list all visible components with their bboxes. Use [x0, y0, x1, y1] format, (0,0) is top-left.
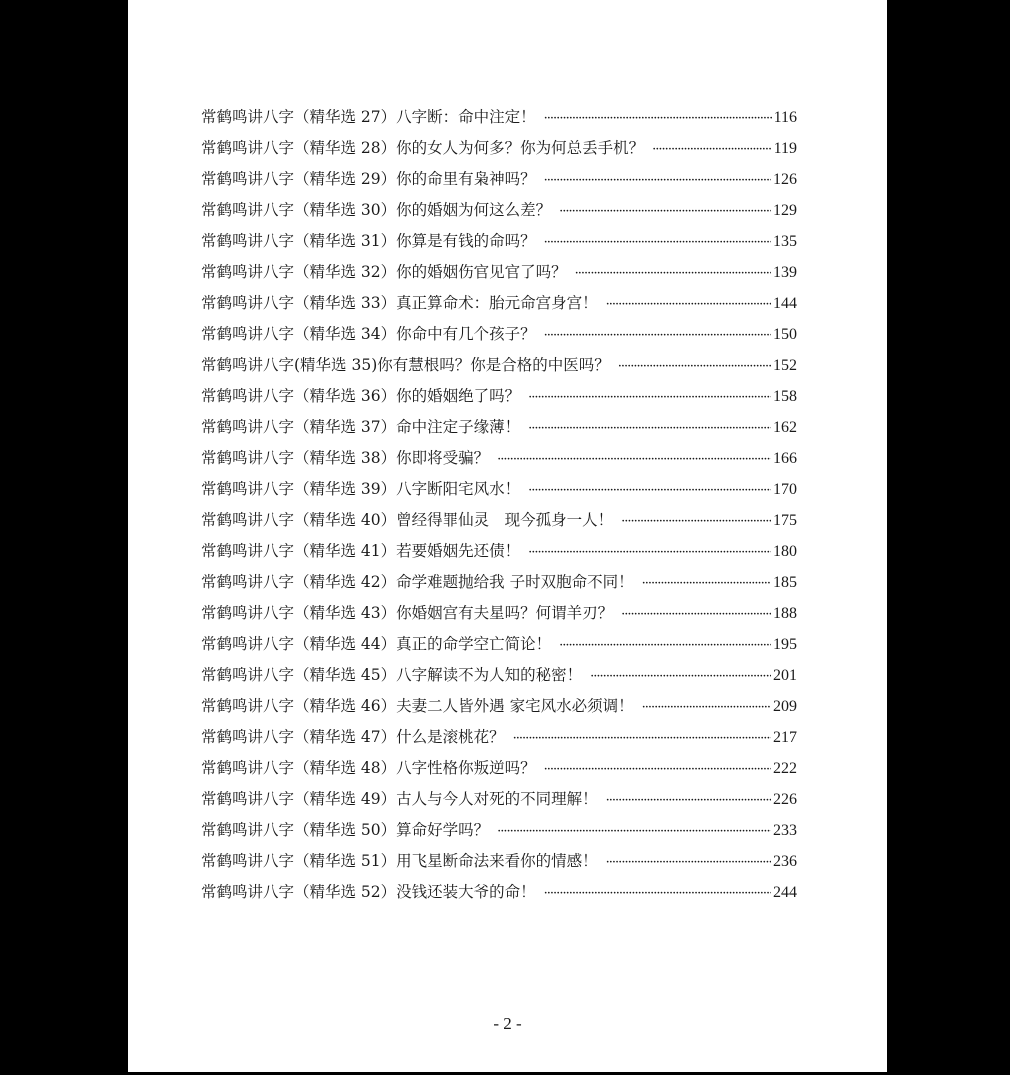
toc-entry-title: 常鹤鸣讲八字（精华选 32）你的婚姻伤官见官了吗？	[201, 263, 567, 281]
toc-entry[interactable]	[201, 569, 797, 600]
toc-entry-title: 常鹤鸣讲八字(精华选 35)你有慧根吗？你是合格的中医吗？	[201, 356, 610, 374]
dot-leader	[642, 695, 771, 721]
toc-entry-page: 139	[773, 264, 797, 281]
dot-leader	[590, 664, 771, 690]
toc-entry-title: 常鹤鸣讲八字（精华选 27）八字断：命中注定！	[201, 108, 536, 126]
toc-entry-page: 233	[773, 822, 797, 839]
toc-entry[interactable]	[201, 104, 797, 135]
toc-entry-page: 201	[773, 667, 797, 684]
toc-entry-title: 常鹤鸣讲八字（精华选 52）没钱还装大爷的命！	[201, 883, 536, 901]
toc-entry-title: 常鹤鸣讲八字（精华选 41）若要婚姻先还债！	[201, 542, 521, 560]
toc-entry-title: 常鹤鸣讲八字（精华选 42）命学难题抛给我 子时双胞命不同！	[201, 573, 634, 591]
toc-entry-page: 209	[773, 698, 797, 715]
toc-entry-page: 126	[773, 171, 797, 188]
toc-entry-title: 常鹤鸣讲八字（精华选 40）曾经得罪仙灵 现今孤身一人！	[201, 511, 614, 529]
toc-entry-title: 常鹤鸣讲八字（精华选 45）八字解读不为人知的秘密！	[201, 666, 583, 684]
dot-leader	[606, 292, 771, 318]
dot-leader	[497, 819, 771, 845]
dot-leader	[544, 323, 771, 349]
toc-entry[interactable]	[201, 135, 797, 166]
toc-entry[interactable]	[201, 538, 797, 569]
toc-entry-page: 144	[773, 295, 797, 312]
toc-entry-page: 244	[773, 884, 797, 901]
page-number: - 2 -	[493, 1014, 522, 1033]
toc-entry-page: 129	[773, 202, 797, 219]
dot-leader	[606, 850, 771, 876]
toc-entry-page: 116	[773, 109, 797, 126]
dot-leader	[621, 602, 771, 628]
toc-entry[interactable]	[201, 445, 797, 476]
toc-entry-title: 常鹤鸣讲八字（精华选 49）古人与今人对死的不同理解！	[201, 790, 598, 808]
toc-entry[interactable]	[201, 228, 797, 259]
toc-entry-title: 常鹤鸣讲八字（精华选 28）你的女人为何多？你为何总丢手机？	[201, 139, 645, 157]
toc-entry[interactable]	[201, 414, 797, 445]
toc-entry[interactable]	[201, 166, 797, 197]
dot-leader	[513, 726, 771, 752]
toc-entry[interactable]	[201, 662, 797, 693]
toc-entry-page: 195	[773, 636, 797, 653]
toc-entry[interactable]	[201, 693, 797, 724]
toc-entry-page: 119	[773, 140, 797, 157]
toc-entry-title: 常鹤鸣讲八字（精华选 31）你算是有钱的命吗？	[201, 232, 536, 250]
toc-entry-title: 常鹤鸣讲八字（精华选 48）八字性格你叛逆吗？	[201, 759, 536, 777]
dot-leader	[621, 509, 771, 535]
dot-leader	[544, 106, 772, 132]
dot-leader	[544, 757, 771, 783]
toc-entry-title: 常鹤鸣讲八字（精华选 36）你的婚姻绝了吗？	[201, 387, 521, 405]
toc-entry-page: 162	[773, 419, 797, 436]
toc-entry[interactable]	[201, 631, 797, 662]
dot-leader	[528, 478, 771, 504]
toc-entry[interactable]	[201, 600, 797, 631]
toc-entry[interactable]	[201, 817, 797, 848]
dot-leader	[528, 416, 771, 442]
toc-entry[interactable]	[201, 786, 797, 817]
dot-leader	[559, 199, 771, 225]
toc-entry-title: 常鹤鸣讲八字（精华选 44）真正的命学空亡简论！	[201, 635, 552, 653]
toc-entry[interactable]	[201, 879, 797, 910]
toc-entry[interactable]	[201, 476, 797, 507]
toc-entry-page: 175	[773, 512, 797, 529]
toc-entry[interactable]	[201, 352, 797, 383]
toc-entry-page: 166	[773, 450, 797, 467]
toc-entry[interactable]	[201, 724, 797, 755]
dot-leader	[575, 261, 771, 287]
dot-leader	[618, 354, 771, 380]
toc-entry-page: 226	[773, 791, 797, 808]
toc-entry[interactable]	[201, 755, 797, 786]
toc-entry-title: 常鹤鸣讲八字（精华选 46）夫妻二人皆外遇 家宅风水必须调！	[201, 697, 634, 715]
toc-entry-page: 185	[773, 574, 797, 591]
toc-entry-title: 常鹤鸣讲八字（精华选 38）你即将受骗？	[201, 449, 490, 467]
dot-leader	[652, 137, 771, 163]
toc-entry-page: 217	[773, 729, 797, 746]
table-of-contents	[201, 104, 797, 910]
toc-entry-page: 170	[773, 481, 797, 498]
toc-entry-page: 135	[773, 233, 797, 250]
dot-leader	[497, 447, 771, 473]
toc-entry[interactable]	[201, 507, 797, 538]
toc-entry-title: 常鹤鸣讲八字（精华选 50）算命好学吗？	[201, 821, 490, 839]
toc-entry-title: 常鹤鸣讲八字（精华选 33）真正算命术：胎元命宫身宫！	[201, 294, 598, 312]
toc-entry[interactable]	[201, 197, 797, 228]
dot-leader	[544, 168, 771, 194]
dot-leader	[528, 385, 771, 411]
dot-leader	[642, 571, 771, 597]
toc-entry-page: 158	[773, 388, 797, 405]
toc-entry[interactable]	[201, 259, 797, 290]
toc-entry-title: 常鹤鸣讲八字（精华选 43）你婚姻宫有夫星吗？何谓羊刃？	[201, 604, 614, 622]
toc-entry-title: 常鹤鸣讲八字（精华选 34）你命中有几个孩子？	[201, 325, 536, 343]
toc-entry-page: 188	[773, 605, 797, 622]
toc-entry[interactable]	[201, 848, 797, 879]
toc-entry-page: 222	[773, 760, 797, 777]
toc-entry-title: 常鹤鸣讲八字（精华选 29）你的命里有枭神吗？	[201, 170, 536, 188]
toc-entry-title: 常鹤鸣讲八字（精华选 51）用飞星断命法来看你的情感！	[201, 852, 598, 870]
dot-leader	[559, 633, 771, 659]
toc-entry-page: 180	[773, 543, 797, 560]
dot-leader	[606, 788, 771, 814]
toc-entry-title: 常鹤鸣讲八字（精华选 39）八字断阳宅风水！	[201, 480, 521, 498]
toc-entry-page: 236	[773, 853, 797, 870]
toc-entry-page: 150	[773, 326, 797, 343]
toc-entry-title: 常鹤鸣讲八字（精华选 47）什么是滚桃花？	[201, 728, 505, 746]
dot-leader	[544, 881, 771, 907]
dot-leader	[528, 540, 771, 566]
toc-entry[interactable]	[201, 290, 797, 321]
toc-entry-title: 常鹤鸣讲八字（精华选 37）命中注定子缘薄！	[201, 418, 521, 436]
toc-entry[interactable]	[201, 321, 797, 352]
dot-leader	[544, 230, 771, 256]
document-page	[128, 0, 887, 1072]
toc-entry-title: 常鹤鸣讲八字（精华选 30）你的婚姻为何这么差？	[201, 201, 552, 219]
toc-entry-page: 152	[773, 357, 797, 374]
toc-entry[interactable]	[201, 383, 797, 414]
